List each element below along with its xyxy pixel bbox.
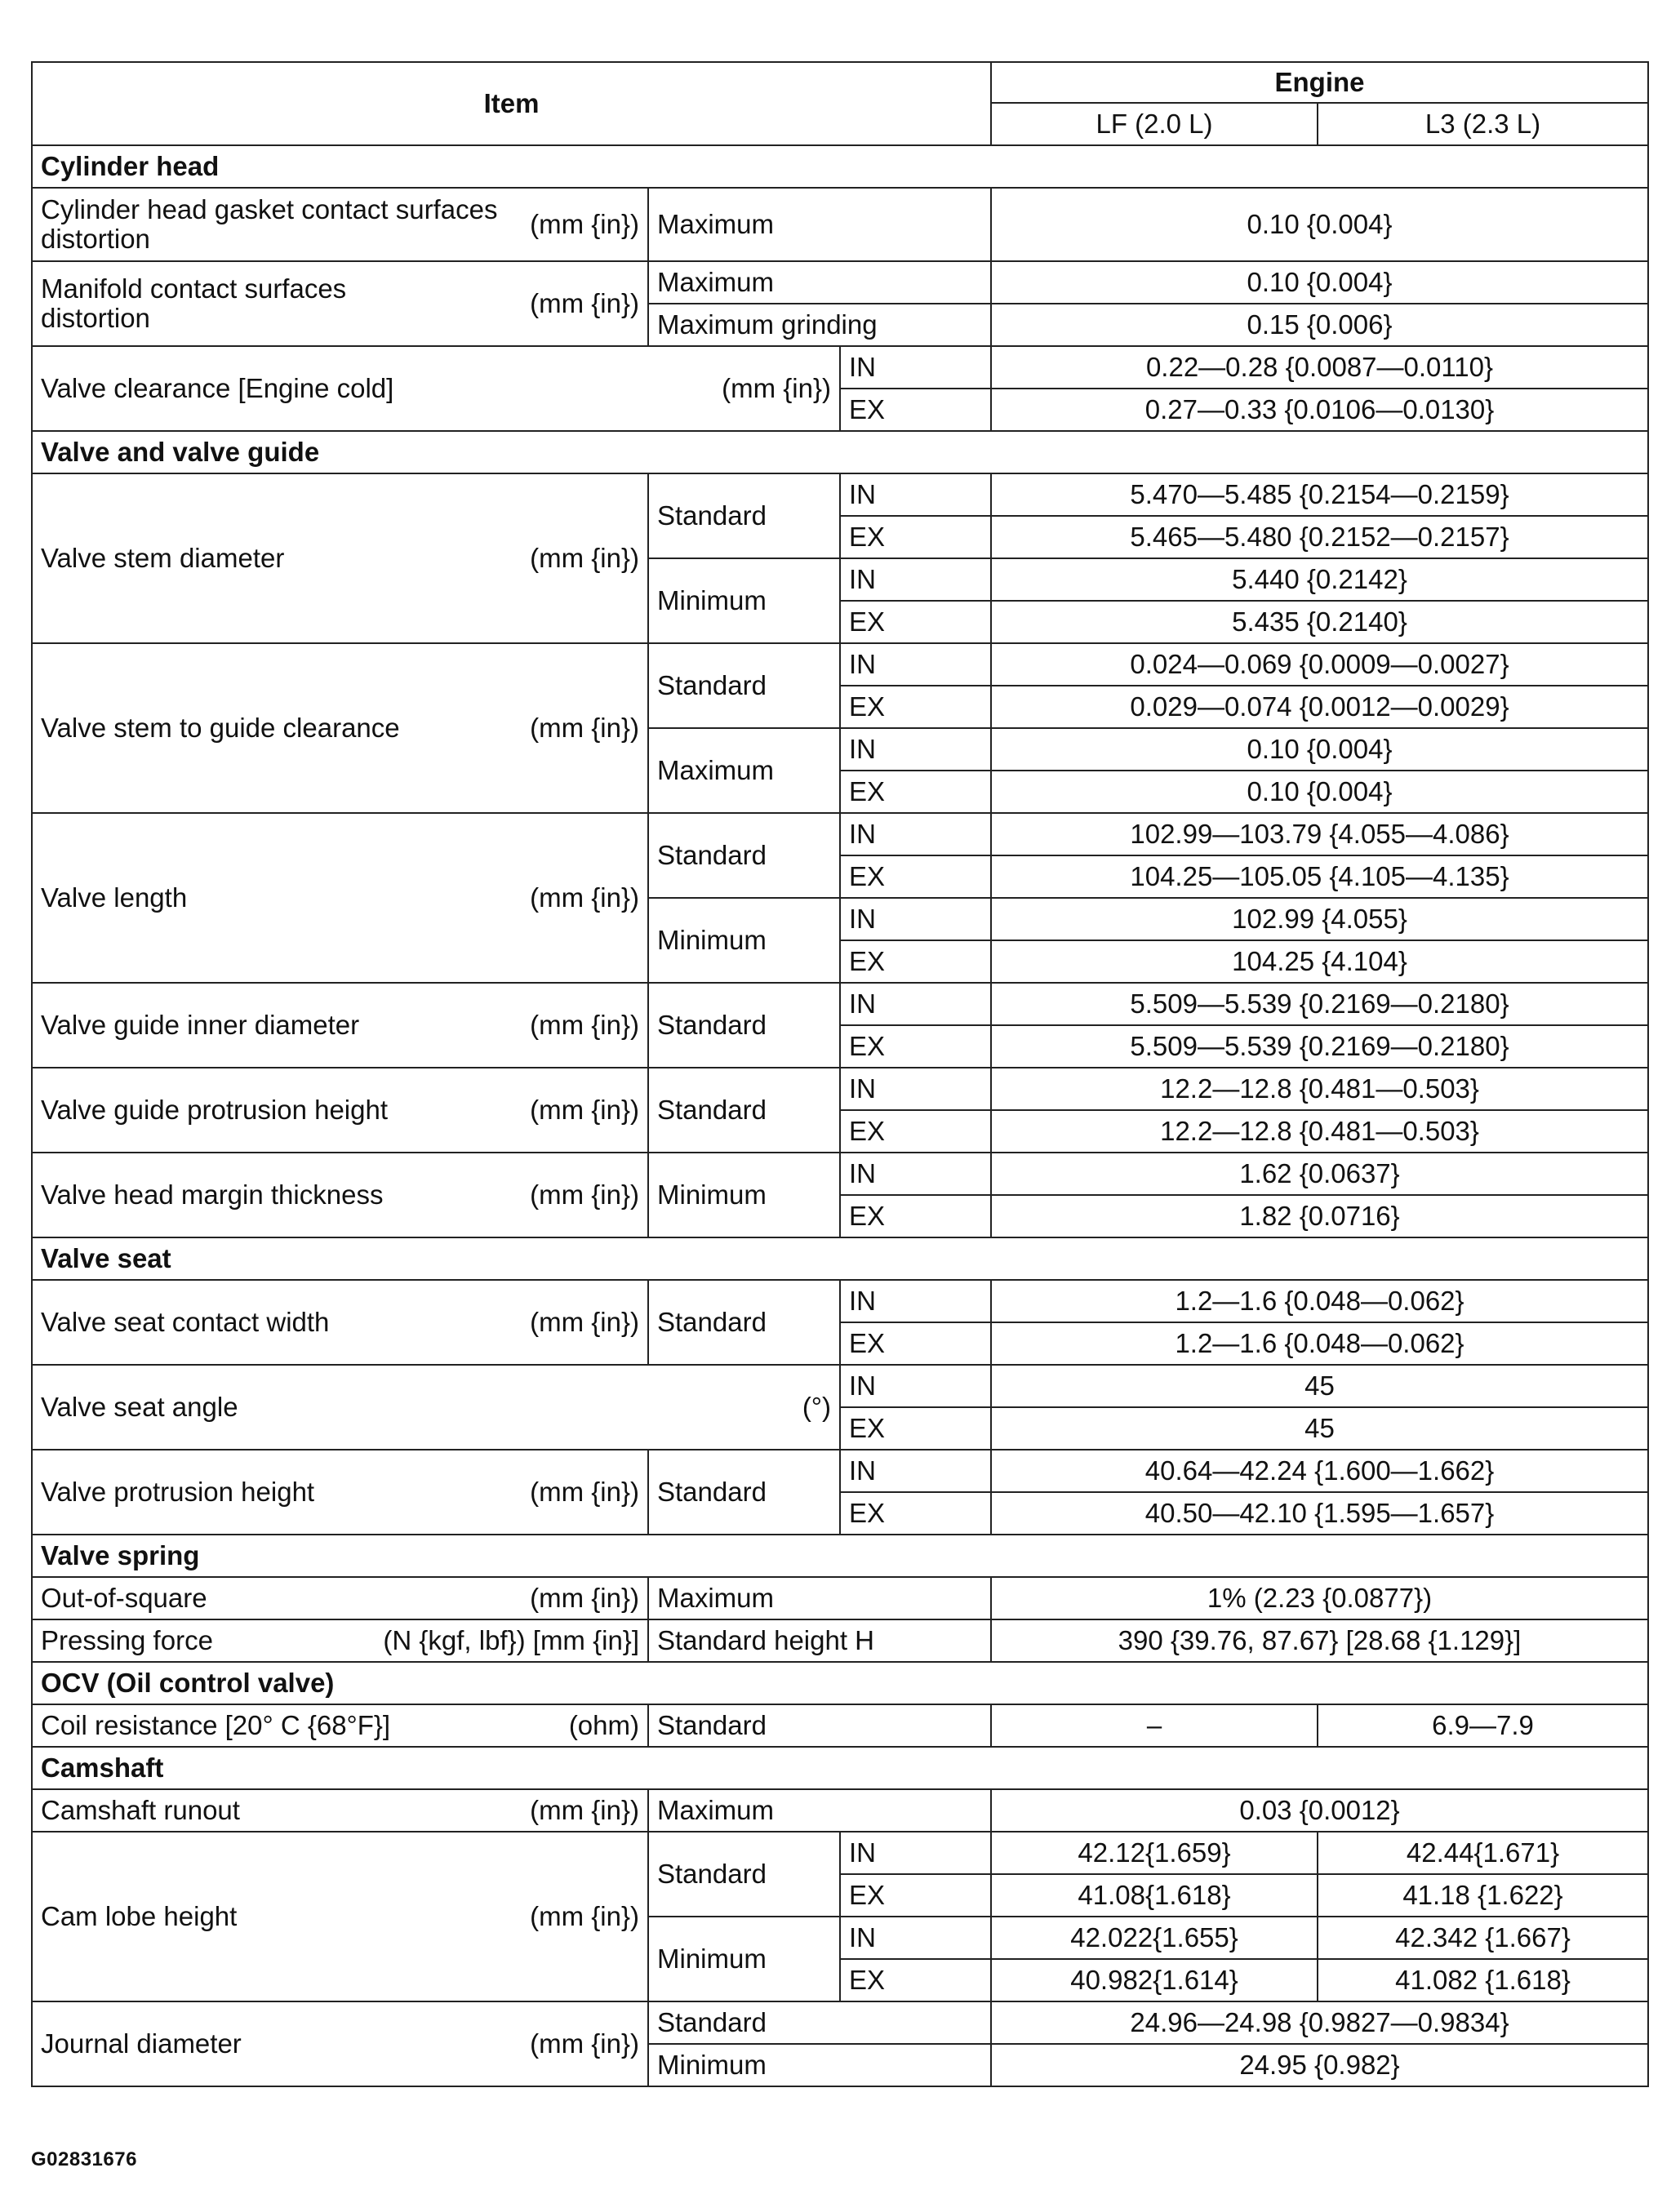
item-name: Out-of-square	[41, 1582, 207, 1613]
section-camshaft: Camshaft	[32, 1747, 1648, 1789]
ex-label: EX	[840, 1322, 991, 1365]
table-row	[32, 473, 1648, 516]
item-name: Valve stem to guide clearance	[41, 712, 400, 743]
value-cell: 0.029—0.074 {0.0012—0.0029}	[991, 686, 1648, 728]
sub-label: Minimum	[648, 898, 840, 983]
ex-label: EX	[840, 1959, 991, 2001]
sub-label: Standard	[648, 1068, 840, 1153]
item-label	[32, 983, 648, 1068]
ex-label: EX	[840, 1195, 991, 1237]
unit-label: (mm {in})	[530, 1306, 639, 1337]
table-row	[32, 1365, 1648, 1407]
table-row	[32, 1153, 1648, 1195]
unit-label: (mm {in})	[530, 1476, 639, 1507]
sub-label: Standard	[648, 473, 840, 558]
item-name: Valve seat angle	[41, 1391, 238, 1422]
value-cell-lf: –	[991, 1704, 1318, 1747]
unit-label: (mm {in})	[530, 712, 639, 743]
ex-label: EX	[840, 855, 991, 898]
in-label: IN	[840, 1068, 991, 1110]
value-cell: 102.99—103.79 {4.055—4.086}	[991, 813, 1648, 855]
item-label	[32, 2001, 648, 2086]
table-row	[32, 1577, 1648, 1619]
sub-label: Standard	[648, 2001, 991, 2044]
sub-label: Maximum	[648, 728, 840, 813]
value-cell: 5.440 {0.2142}	[991, 558, 1648, 601]
value-cell: 40.64—42.24 {1.600—1.662}	[991, 1450, 1648, 1492]
spec-table	[31, 61, 1649, 2087]
value-cell-l3: 6.9—7.9	[1318, 1704, 1648, 1747]
lf-header: LF (2.0 L)	[991, 103, 1318, 145]
item-name: Journal diameter	[41, 2028, 242, 2059]
sub-label: Maximum	[648, 188, 991, 261]
item-label	[32, 188, 648, 261]
value-cell-l3: 42.342 {1.667}	[1318, 1917, 1648, 1959]
value-cell: 0.22—0.28 {0.0087—0.0110}	[991, 346, 1648, 389]
table-row	[32, 1704, 1648, 1747]
item-label	[32, 473, 648, 643]
item-label	[32, 1280, 648, 1365]
engine-header: Engine	[991, 62, 1648, 103]
item-label	[32, 1789, 648, 1832]
value-cell: 0.27—0.33 {0.0106—0.0130}	[991, 389, 1648, 431]
value-cell: 5.470—5.485 {0.2154—0.2159}	[991, 473, 1648, 516]
sub-label: Standard	[648, 983, 840, 1068]
in-label: IN	[840, 1450, 991, 1492]
in-label: IN	[840, 1280, 991, 1322]
value-cell: 5.509—5.539 {0.2169—0.2180}	[991, 983, 1648, 1025]
ex-label: EX	[840, 1110, 991, 1153]
item-label	[32, 1068, 648, 1153]
value-cell: 5.465—5.480 {0.2152—0.2157}	[991, 516, 1648, 558]
unit-label: (mm {in})	[530, 1009, 639, 1040]
item-name: Valve protrusion height	[41, 1476, 315, 1507]
in-label: IN	[840, 1153, 991, 1195]
unit-label: (mm {in})	[530, 1582, 639, 1613]
in-label: IN	[840, 728, 991, 771]
value-cell-l3: 41.18 {1.622}	[1318, 1874, 1648, 1917]
item-name: Valve stem diameter	[41, 542, 285, 573]
table-row	[32, 1832, 1648, 1874]
ex-label: EX	[840, 601, 991, 643]
item-name: Valve seat contact width	[41, 1306, 330, 1337]
sub-label: Standard	[648, 1280, 840, 1365]
in-label: IN	[840, 1917, 991, 1959]
item-name: Cylinder head gasket contact surfaces distortion	[41, 193, 498, 254]
value-cell: 12.2—12.8 {0.481—0.503}	[991, 1068, 1648, 1110]
value-cell: 0.10 {0.004}	[991, 771, 1648, 813]
item-name: Pressing force	[41, 1624, 213, 1655]
item-label	[32, 1450, 648, 1535]
value-cell: 1.2—1.6 {0.048—0.062}	[991, 1280, 1648, 1322]
value-cell: 0.10 {0.004}	[991, 188, 1648, 261]
section-cylinder-head: Cylinder head	[32, 145, 1648, 188]
table-row	[32, 1789, 1648, 1832]
value-cell: 102.99 {4.055}	[991, 898, 1648, 940]
table-row	[32, 1280, 1648, 1322]
sub-label: Maximum	[648, 261, 991, 304]
sub-label: Maximum	[648, 1789, 991, 1832]
sub-label: Standard	[648, 643, 840, 728]
table-row	[32, 1619, 1648, 1662]
table-row	[32, 1068, 1648, 1110]
sub-label: Standard height H	[648, 1619, 991, 1662]
in-label: IN	[840, 643, 991, 686]
ex-label: EX	[840, 686, 991, 728]
l3-header: L3 (2.3 L)	[1318, 103, 1648, 145]
table-row	[32, 2001, 1648, 2044]
table-row	[32, 813, 1648, 855]
item-label	[32, 1577, 648, 1619]
item-label	[32, 643, 648, 813]
sub-label: Minimum	[648, 1917, 840, 2001]
sub-label: Standard	[648, 1704, 991, 1747]
value-cell: 0.10 {0.004}	[991, 261, 1648, 304]
item-header: Item	[32, 62, 991, 145]
value-cell: 1.62 {0.0637}	[991, 1153, 1648, 1195]
sub-label: Maximum	[648, 1577, 991, 1619]
item-name: Camshaft runout	[41, 1794, 240, 1825]
table-row	[32, 346, 1648, 389]
section-valve-spring: Valve spring	[32, 1535, 1648, 1577]
table-row	[32, 643, 1648, 686]
sub-label: Minimum	[648, 1153, 840, 1237]
unit-label: (mm {in})	[530, 1179, 639, 1210]
value-cell: 0.03 {0.0012}	[991, 1789, 1648, 1832]
unit-label: (mm {in})	[530, 2028, 639, 2059]
unit-label: (ohm)	[568, 1709, 639, 1740]
in-label: IN	[840, 983, 991, 1025]
item-label	[32, 1704, 648, 1747]
item-name: Manifold contact surfaces distortion	[41, 273, 347, 333]
item-label	[32, 1365, 840, 1450]
unit-label: (mm {in})	[530, 208, 639, 239]
sub-label: Minimum	[648, 558, 840, 643]
value-cell: 24.95 {0.982}	[991, 2044, 1648, 2086]
in-label: IN	[840, 1832, 991, 1874]
value-cell-lf: 42.12{1.659}	[991, 1832, 1318, 1874]
sub-label: Standard	[648, 813, 840, 898]
ex-label: EX	[840, 771, 991, 813]
value-cell: 1.2—1.6 {0.048—0.062}	[991, 1322, 1648, 1365]
value-cell: 1.82 {0.0716}	[991, 1195, 1648, 1237]
in-label: IN	[840, 1365, 991, 1407]
item-label	[32, 813, 648, 983]
unit-label: (mm {in})	[530, 882, 639, 913]
item-label	[32, 261, 648, 346]
item-label	[32, 1153, 648, 1237]
figure-id: G02831676	[31, 2148, 137, 2170]
section-ocv: OCV (Oil control valve)	[32, 1662, 1648, 1704]
in-label: IN	[840, 558, 991, 601]
item-name: Valve length	[41, 882, 188, 913]
item-label	[32, 346, 840, 431]
value-cell: 45	[991, 1407, 1648, 1450]
ex-label: EX	[840, 1025, 991, 1068]
value-cell: 40.50—42.10 {1.595—1.657}	[991, 1492, 1648, 1535]
value-cell: 12.2—12.8 {0.481—0.503}	[991, 1110, 1648, 1153]
sub-label: Standard	[648, 1832, 840, 1917]
value-cell: 45	[991, 1365, 1648, 1407]
item-name: Cam lobe height	[41, 1900, 238, 1931]
unit-label: (mm {in})	[530, 1794, 639, 1825]
value-cell-lf: 41.08{1.618}	[991, 1874, 1318, 1917]
table-row	[32, 1450, 1648, 1492]
value-cell-lf: 42.022{1.655}	[991, 1917, 1318, 1959]
item-name: Valve head margin thickness	[41, 1179, 384, 1210]
value-cell: 0.15 {0.006}	[991, 304, 1648, 346]
value-cell-l3: 42.44{1.671}	[1318, 1832, 1648, 1874]
item-name: Coil resistance [20° C {68°F}]	[41, 1709, 391, 1740]
value-cell: 5.435 {0.2140}	[991, 601, 1648, 643]
item-label	[32, 1832, 648, 2001]
value-cell: 390 {39.76, 87.67} [28.68 {1.129}]	[991, 1619, 1648, 1662]
section-valve-seat: Valve seat	[32, 1237, 1648, 1280]
ex-label: EX	[840, 940, 991, 983]
sub-label: Standard	[648, 1450, 840, 1535]
in-label: IN	[840, 813, 991, 855]
value-cell-l3: 41.082 {1.618}	[1318, 1959, 1648, 2001]
value-cell: 104.25—105.05 {4.105—4.135}	[991, 855, 1648, 898]
section-valve-guide: Valve and valve guide	[32, 431, 1648, 473]
ex-label: EX	[840, 516, 991, 558]
value-cell: 0.10 {0.004}	[991, 728, 1648, 771]
unit-label: (mm {in})	[530, 1094, 639, 1125]
sub-label: Maximum grinding	[648, 304, 991, 346]
unit-label: (mm {in})	[530, 287, 639, 318]
value-cell: 104.25 {4.104}	[991, 940, 1648, 983]
unit-label: (mm {in})	[530, 542, 639, 573]
unit-label: (N {kgf, lbf}) [mm {in}]	[383, 1624, 639, 1655]
ex-label: EX	[840, 1874, 991, 1917]
value-cell: 24.96—24.98 {0.9827—0.9834}	[991, 2001, 1648, 2044]
value-cell: 1% (2.23 {0.0877})	[991, 1577, 1648, 1619]
ex-label: EX	[840, 1492, 991, 1535]
item-name: Valve guide protrusion height	[41, 1094, 389, 1125]
in-label: IN	[840, 346, 991, 389]
item-label	[32, 1619, 648, 1662]
value-cell: 0.024—0.069 {0.0009—0.0027}	[991, 643, 1648, 686]
ex-label: EX	[840, 389, 991, 431]
sub-label: Minimum	[648, 2044, 991, 2086]
ex-label: EX	[840, 1407, 991, 1450]
header-row	[32, 62, 1648, 103]
table-row	[32, 983, 1648, 1025]
unit-label: (mm {in})	[722, 372, 831, 403]
item-name: Valve clearance [Engine cold]	[41, 372, 394, 403]
table-row	[32, 261, 1648, 304]
value-cell: 5.509—5.539 {0.2169—0.2180}	[991, 1025, 1648, 1068]
table-row	[32, 188, 1648, 261]
in-label: IN	[840, 473, 991, 516]
unit-label: (mm {in})	[530, 1900, 639, 1931]
in-label: IN	[840, 898, 991, 940]
item-name: Valve guide inner diameter	[41, 1009, 360, 1040]
value-cell-lf: 40.982{1.614}	[991, 1959, 1318, 2001]
unit-label: (°)	[802, 1391, 831, 1422]
